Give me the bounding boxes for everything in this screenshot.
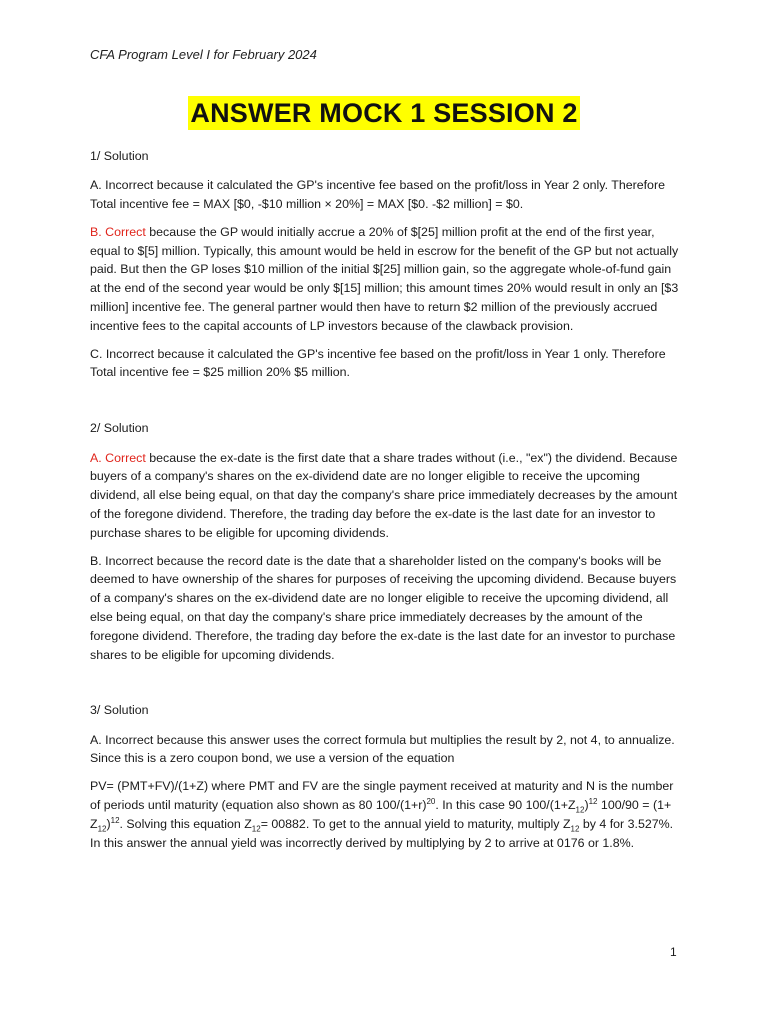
superscript: 12 (110, 815, 120, 825)
pv-text: ) (106, 816, 111, 831)
solution-1-option-b (90, 223, 680, 336)
superscript: 20 (426, 796, 436, 806)
pv-text: PV= (PMT+FV)/(1+Z) where PMT and FV are the single payment received at maturity and N is the number of periods until maturity (equation also shown as 80 100/(1+r) (90, 779, 674, 813)
pv-text: ) (584, 798, 589, 813)
solution-3-heading: 3/ Solution (90, 703, 149, 718)
section-spacer (90, 391, 680, 419)
correct-label: B. Correct (90, 224, 146, 239)
subscript: 12 (251, 824, 261, 834)
solution-2-option-a (90, 449, 680, 543)
subscript: 12 (575, 805, 585, 815)
solution-3-option-a: A. Incorrect because this answer uses the correct formula but multiplies the result by 2, not 4, to annualize. Since this is a zero coupon bond, we use a version of the equation (90, 732, 675, 766)
solution-1-option-c: C. Incorrect because it calculated the GP's incentive fee based on the profit/loss in Year 1 only. Therefore Total incentive fee = $25 million 20% $5 million. (90, 346, 666, 380)
correct-label: A. Correct (90, 450, 146, 465)
title-container (0, 96, 768, 130)
pv-text: by 4 for 3.527%. In this answer the annual yield was incorrectly derived by multiplying by 2 to arrive at 0176 or 1.8%. (90, 816, 674, 850)
solution-1-option-b-text: because the GP would initially accrue a 20% of $[25] million profit at the end of the first year, equal to $[5] million. Typically, this amount would be held in escrow for the benefit of the GP but not actually paid. But then the GP loses $10 million of the initial $[25] million gain, so the aggregate whole-of-fund gain at the end of the second year would be only $[15] million; this amount times 20% would result in only an [$3 million] incentive fee. The general partner would then have to return $2 million of the previously accrued incentive fees to the capital accounts of LP investors because of the clawback provision. (90, 224, 679, 333)
solution-1-option-a: A. Incorrect because it calculated the GP's incentive fee based on the profit/loss in Year 2 only. Therefore Total incentive fee = MAX [$0, -$10 million × 20%] = MAX [$0. -$2 million] = $0. (90, 178, 665, 212)
subscript: 12 (97, 824, 107, 834)
solution-2-option-b: B. Incorrect because the record date is the date that a shareholder listed on the company's books will be deemed to have ownership of the shares for purposes of receiving the upcoming dividend. Because buyers of a company's shares on the ex-dividend date are no longer eligible to receive the upcoming dividend, all else being equal, on that day the company's share price immediately decreases by the amount of the foregone dividend. Therefore, the trading day before the ex-date is the last date for an investor to purchase shares to be eligible for upcoming dividends. (90, 553, 677, 662)
page-number: 1 (670, 945, 677, 959)
pv-text: . In this case 90 100/(1+Z (435, 798, 576, 813)
solution-1-heading: 1/ Solution (90, 149, 149, 163)
section-spacer (90, 673, 680, 701)
solution-2-heading: 2/ Solution (90, 421, 149, 436)
page-title: ANSWER MOCK 1 SESSION 2 (190, 98, 578, 128)
subscript: 12 (570, 824, 580, 834)
solution-3-pv-formula (90, 777, 680, 852)
superscript: 12 (588, 796, 598, 806)
pv-text: = 00882. To get to the annual yield to maturity, multiply Z (260, 816, 571, 831)
solution-2-option-a-text: because the ex-date is the first date that a share trades without (i.e., "ex") the dividend. Because buyers of a company's shares on the ex-dividend date are no longer eligible to receive the upcoming dividend, all else being equal, on that day the company's share price immediately decreases by the amount of the foregone dividend. Therefore, the trading day before the ex-date is the last date for an investor to purchase shares to be eligible for upcoming dividends. (90, 450, 678, 540)
document-body (90, 147, 680, 861)
pv-text: 100/90 = (1+ Z (90, 798, 672, 831)
pv-text: . Solving this equation Z (119, 816, 252, 831)
page-header: CFA Program Level I for February 2024 (90, 47, 317, 62)
